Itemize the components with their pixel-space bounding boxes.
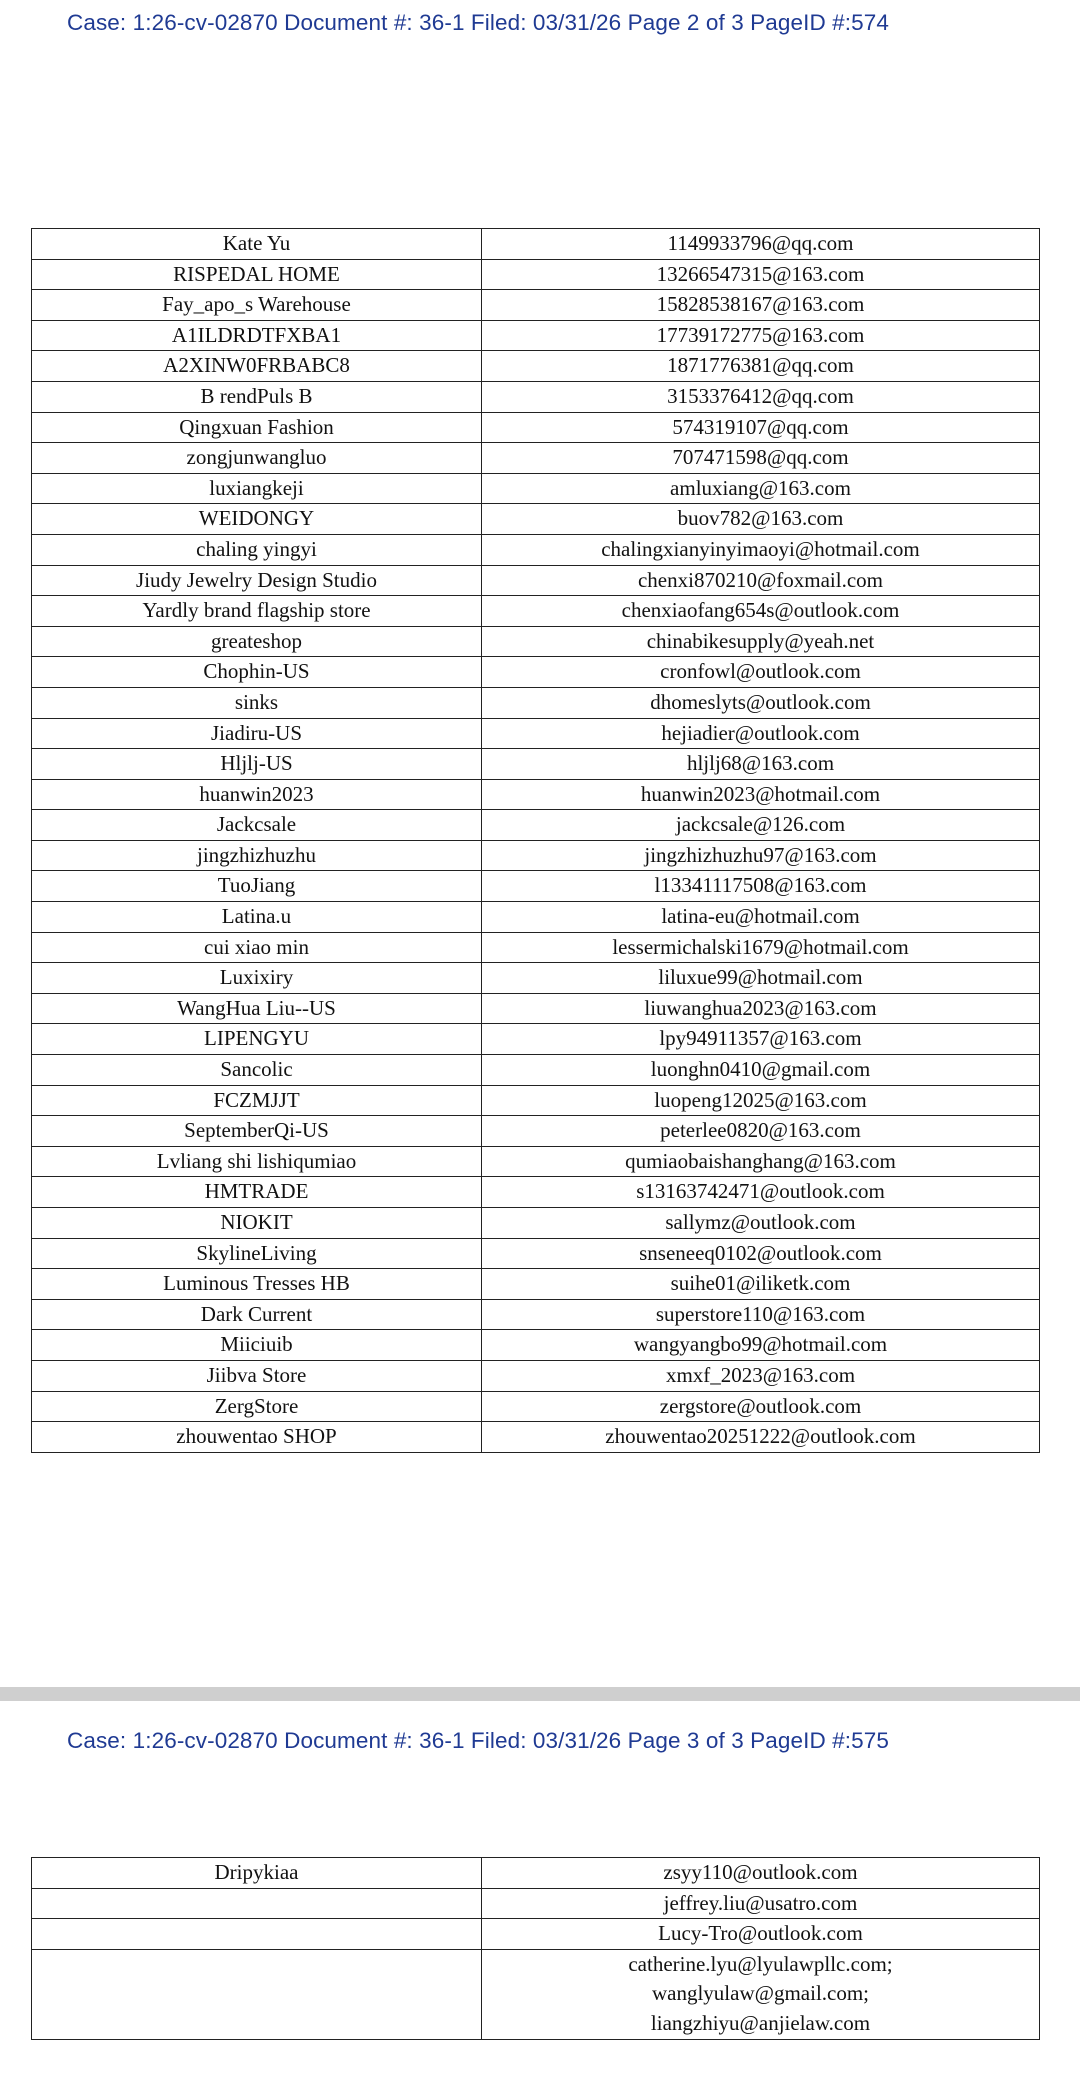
store-name-cell: Jiudy Jewelry Design Studio: [32, 565, 482, 596]
store-name-cell: jingzhizhuzhu: [32, 840, 482, 871]
email-cell: 574319107@qq.com: [482, 412, 1040, 443]
store-name-cell: HMTRADE: [32, 1177, 482, 1208]
email-cell: 13266547315@163.com: [482, 259, 1040, 290]
email-cell: suihe01@iliketk.com: [482, 1269, 1040, 1300]
table-row: [32, 1919, 1040, 1950]
store-name-cell: Kate Yu: [32, 229, 482, 260]
table-row: [32, 749, 1040, 780]
table-row: [32, 1116, 1040, 1147]
table-row: [32, 1391, 1040, 1422]
email-cell: cronfowl@outlook.com: [482, 657, 1040, 688]
email-cell: lpy94911357@163.com: [482, 1024, 1040, 1055]
email-cell: luonghn0410@gmail.com: [482, 1055, 1040, 1086]
email-cell: jeffrey.liu@usatro.com: [482, 1888, 1040, 1919]
defendant-email-table-page-2: [31, 228, 1040, 1453]
email-cell: zergstore@outlook.com: [482, 1391, 1040, 1422]
table-row: [32, 443, 1040, 474]
table-row: [32, 1299, 1040, 1330]
email-cell: zsyy110@outlook.com: [482, 1858, 1040, 1889]
table-row: [32, 657, 1040, 688]
email-cell: hejiadier@outlook.com: [482, 718, 1040, 749]
store-name-cell: ZergStore: [32, 1391, 482, 1422]
email-line: liangzhiyu@anjielaw.com: [650, 2010, 871, 2035]
store-name-cell: Lvliang shi lishiqumiao: [32, 1146, 482, 1177]
table-row: [32, 1949, 1040, 2039]
email-cell: 3153376412@qq.com: [482, 381, 1040, 412]
store-name-cell: Luminous Tresses HB: [32, 1269, 482, 1300]
table-row: [32, 1888, 1040, 1919]
store-name-cell: RISPEDAL HOME: [32, 259, 482, 290]
table-row: [32, 320, 1040, 351]
store-name-cell: Sancolic: [32, 1055, 482, 1086]
table-row: [32, 1360, 1040, 1391]
store-name-cell: Qingxuan Fashion: [32, 412, 482, 443]
store-name-cell: B rendPuls B: [32, 381, 482, 412]
store-name-cell: A2XINW0FRBABC8: [32, 351, 482, 382]
page-separator: [0, 1687, 1080, 1701]
email-cell: Lucy-Tro@outlook.com: [482, 1919, 1040, 1950]
store-name-cell: NIOKIT: [32, 1208, 482, 1239]
store-name-cell: TuoJiang: [32, 871, 482, 902]
store-name-cell: Fay_apo_s Warehouse: [32, 290, 482, 321]
table-row: [32, 902, 1040, 933]
store-name-cell: Miiciuib: [32, 1330, 482, 1361]
table-row: [32, 626, 1040, 657]
table-row: [32, 687, 1040, 718]
email-cell: jingzhizhuzhu97@163.com: [482, 840, 1040, 871]
store-name-cell: chaling yingyi: [32, 534, 482, 565]
table-row: [32, 779, 1040, 810]
page-3-header: Case: 1:26-cv-02870 Document #: 36-1 Filed: 03/31/26 Page 3 of 3 PageID #:575: [67, 1728, 889, 1753]
table-row: [32, 504, 1040, 535]
email-cell: hljlj68@163.com: [482, 749, 1040, 780]
table-row: [32, 993, 1040, 1024]
store-name-cell: Latina.u: [32, 902, 482, 933]
email-cell: dhomeslyts@outlook.com: [482, 687, 1040, 718]
store-name-cell: [32, 1919, 482, 1950]
table-row: [32, 473, 1040, 504]
email-cell: chalingxianyinyimaoyi@hotmail.com: [482, 534, 1040, 565]
table-row: [32, 932, 1040, 963]
table-row: [32, 596, 1040, 627]
email-cell: lessermichalski1679@hotmail.com: [482, 932, 1040, 963]
defendant-email-table-page-3: [31, 1857, 1040, 2040]
table-row: [32, 381, 1040, 412]
store-name-cell: [32, 1949, 482, 2039]
table-row: [32, 963, 1040, 994]
table-row: [32, 1269, 1040, 1300]
page-2-header: Case: 1:26-cv-02870 Document #: 36-1 Filed: 03/31/26 Page 2 of 3 PageID #:574: [67, 10, 889, 35]
email-cell: peterlee0820@163.com: [482, 1116, 1040, 1147]
email-cell: zhouwentao20251222@outlook.com: [482, 1422, 1040, 1453]
email-cell: sallymz@outlook.com: [482, 1208, 1040, 1239]
table-row: [32, 840, 1040, 871]
store-name-cell: LIPENGYU: [32, 1024, 482, 1055]
store-name-cell: Yardly brand flagship store: [32, 596, 482, 627]
store-name-cell: luxiangkeji: [32, 473, 482, 504]
email-cell: qumiaobaishanghang@163.com: [482, 1146, 1040, 1177]
email-cell: wangyangbo99@hotmail.com: [482, 1330, 1040, 1361]
store-name-cell: Dark Current: [32, 1299, 482, 1330]
store-name-cell: Hljlj-US: [32, 749, 482, 780]
table-row: [32, 1422, 1040, 1453]
counsel-email-cell: [482, 1949, 1040, 2039]
store-name-cell: Dripykiaa: [32, 1858, 482, 1889]
store-name-cell: Jackcsale: [32, 810, 482, 841]
table-row: [32, 1146, 1040, 1177]
email-cell: l13341117508@163.com: [482, 871, 1040, 902]
store-name-cell: sinks: [32, 687, 482, 718]
email-cell: chenxiaofang654s@outlook.com: [482, 596, 1040, 627]
store-name-cell: SeptemberQi-US: [32, 1116, 482, 1147]
table-row: [32, 534, 1040, 565]
email-cell: amluxiang@163.com: [482, 473, 1040, 504]
table-row: [32, 871, 1040, 902]
store-name-cell: Jiibva Store: [32, 1360, 482, 1391]
table-row: [32, 259, 1040, 290]
table-row: [32, 1330, 1040, 1361]
store-name-cell: zongjunwangluo: [32, 443, 482, 474]
table-row: [32, 1024, 1040, 1055]
email-cell: chenxi870210@foxmail.com: [482, 565, 1040, 596]
email-cell: 15828538167@163.com: [482, 290, 1040, 321]
store-name-cell: A1ILDRDTFXBA1: [32, 320, 482, 351]
store-name-cell: [32, 1888, 482, 1919]
email-cell: liluxue99@hotmail.com: [482, 963, 1040, 994]
email-line: wanglyulaw@gmail.com;: [651, 1981, 870, 2006]
email-cell: superstore110@163.com: [482, 1299, 1040, 1330]
store-name-cell: Chophin-US: [32, 657, 482, 688]
email-line: catherine.lyu@lyulawpllc.com;: [628, 1951, 893, 1976]
email-cell: liuwanghua2023@163.com: [482, 993, 1040, 1024]
table-row: [32, 412, 1040, 443]
store-name-cell: WangHua Liu--US: [32, 993, 482, 1024]
table-row: [32, 1858, 1040, 1889]
email-cell: 1871776381@qq.com: [482, 351, 1040, 382]
table-row: [32, 1208, 1040, 1239]
email-cell: xmxf_2023@163.com: [482, 1360, 1040, 1391]
email-cell: luopeng12025@163.com: [482, 1085, 1040, 1116]
table-row: [32, 1238, 1040, 1269]
table-row: [32, 718, 1040, 749]
table-row: [32, 1177, 1040, 1208]
store-name-cell: WEIDONGY: [32, 504, 482, 535]
email-cell: 17739172775@163.com: [482, 320, 1040, 351]
table-row: [32, 229, 1040, 260]
email-cell: huanwin2023@hotmail.com: [482, 779, 1040, 810]
email-cell: 1149933796@qq.com: [482, 229, 1040, 260]
table-row: [32, 565, 1040, 596]
table-row: [32, 1085, 1040, 1116]
store-name-cell: FCZMJJT: [32, 1085, 482, 1116]
store-name-cell: SkylineLiving: [32, 1238, 482, 1269]
store-name-cell: Luxixiry: [32, 963, 482, 994]
table-row: [32, 810, 1040, 841]
store-name-cell: cui xiao min: [32, 932, 482, 963]
store-name-cell: greateshop: [32, 626, 482, 657]
email-cell: snseneeq0102@outlook.com: [482, 1238, 1040, 1269]
store-name-cell: zhouwentao SHOP: [32, 1422, 482, 1453]
table-row: [32, 290, 1040, 321]
email-cell: buov782@163.com: [482, 504, 1040, 535]
store-name-cell: Jiadiru-US: [32, 718, 482, 749]
store-name-cell: huanwin2023: [32, 779, 482, 810]
email-cell: chinabikesupply@yeah.net: [482, 626, 1040, 657]
table-row: [32, 351, 1040, 382]
table-row: [32, 1055, 1040, 1086]
email-cell: 707471598@qq.com: [482, 443, 1040, 474]
email-cell: s13163742471@outlook.com: [482, 1177, 1040, 1208]
email-cell: latina-eu@hotmail.com: [482, 902, 1040, 933]
email-cell: jackcsale@126.com: [482, 810, 1040, 841]
